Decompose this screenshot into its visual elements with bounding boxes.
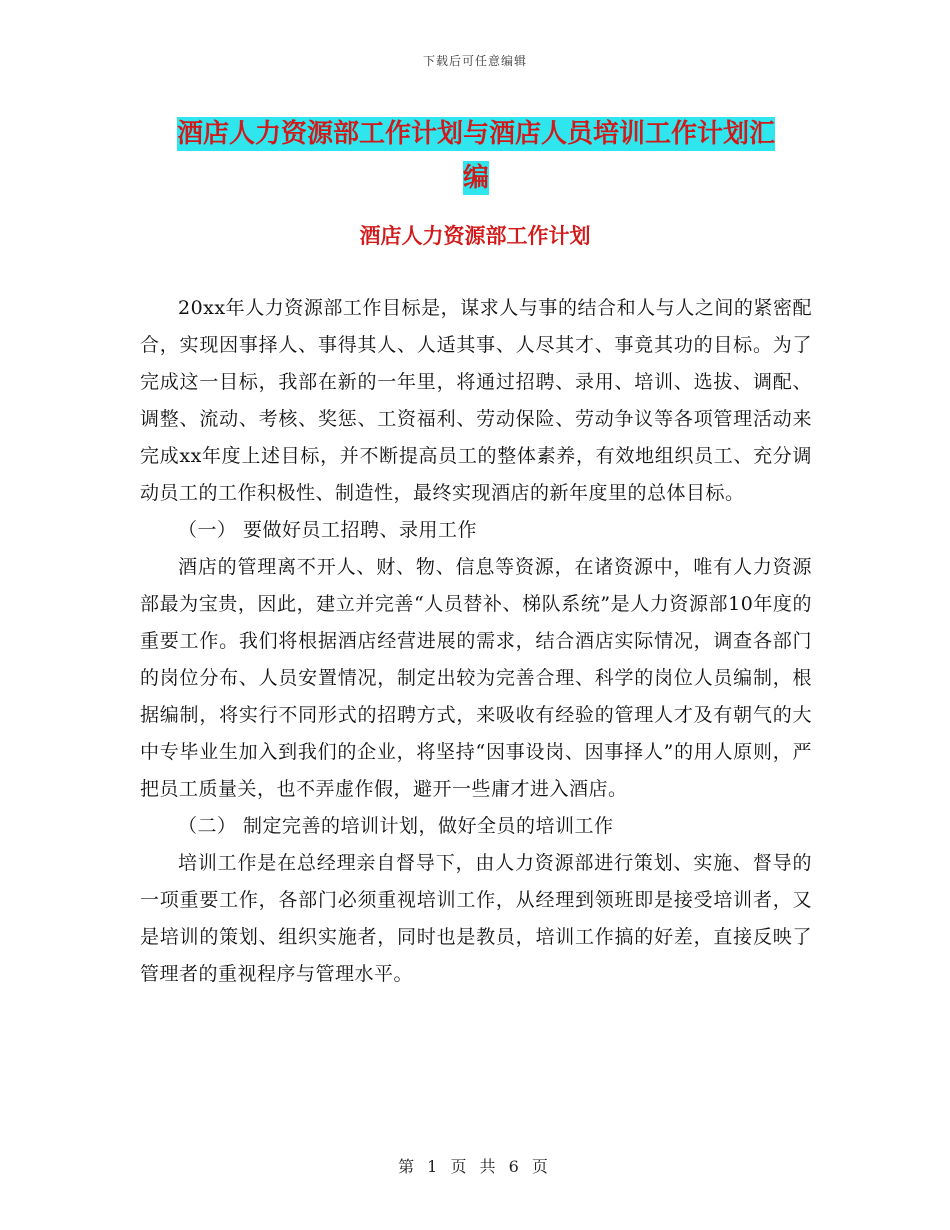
header-note: 下载后可任意编辑: [422, 54, 527, 68]
document-title: [140, 112, 812, 200]
paragraph-intro: 20xx年人力资源部工作目标是，谋求人与事的结合和人与人之间的紧密配合，实现因事择人、事得其人、人适其事、人尽其才、事竟其功的目标。为了完成这一目标，我部在新的一年里，将通过招聘、录用、培训、选拔、调配、调整、流动、考核、奖惩、工资福利、劳动保险、劳动争议等各项管理活动来完成xx年度上述目标，并不断提高员工的整体素养，有效地组织员工、充分调动员工的工作积极性、制造性，最终实现酒店的新年度里的总体目标。: [140, 297, 812, 504]
document-body: [140, 290, 812, 993]
paragraph-recruitment: 酒店的管理离不开人、财、物、信息等资源，在诸资源中，唯有人力资源部最为宝贵，因此，建立并完善“人员替补、梯队系统”是人力资源部10年度的重要工作。我们将根据酒店经营进展的需求，结合酒店实际情况，调查各部门的岗位分布、人员安置情况，制定出较为完善合理、科学的岗位人员编制，根据编制，将实行不同形式的招聘方式，来吸收有经验的管理人才及有朝气的大中专毕业生加入到我们的企业，将坚持“因事设岗、因事择人”的用人原则，严把员工质量关，也不弄虚作假，避开一些庸才进入酒店。: [140, 556, 812, 800]
section-title: 酒店人力资源部工作计划: [359, 223, 591, 248]
paragraph-training: 培训工作是在总经理亲自督导下，由人力资源部进行策划、实施、督导的一项重要工作，各部门必须重视培训工作，从经理到领班即是接受培训者，又是培训的策划、组织实施者，同时也是教员，培训工作搞的好差，直接反映了管理者的重视程序与管理水平。: [140, 852, 812, 985]
document-title-line2: 编: [462, 163, 489, 193]
subheading-training: （二） 制定完善的培训计划，做好全员的培训工作: [178, 815, 614, 837]
subheading-recruitment: （一） 要做好员工招聘、录用工作: [178, 519, 478, 541]
page-number: 第 1 页 共 6 页: [398, 1157, 552, 1176]
document-title-line1: 酒店人力资源部工作计划与酒店人员培训工作计划汇: [176, 119, 775, 149]
